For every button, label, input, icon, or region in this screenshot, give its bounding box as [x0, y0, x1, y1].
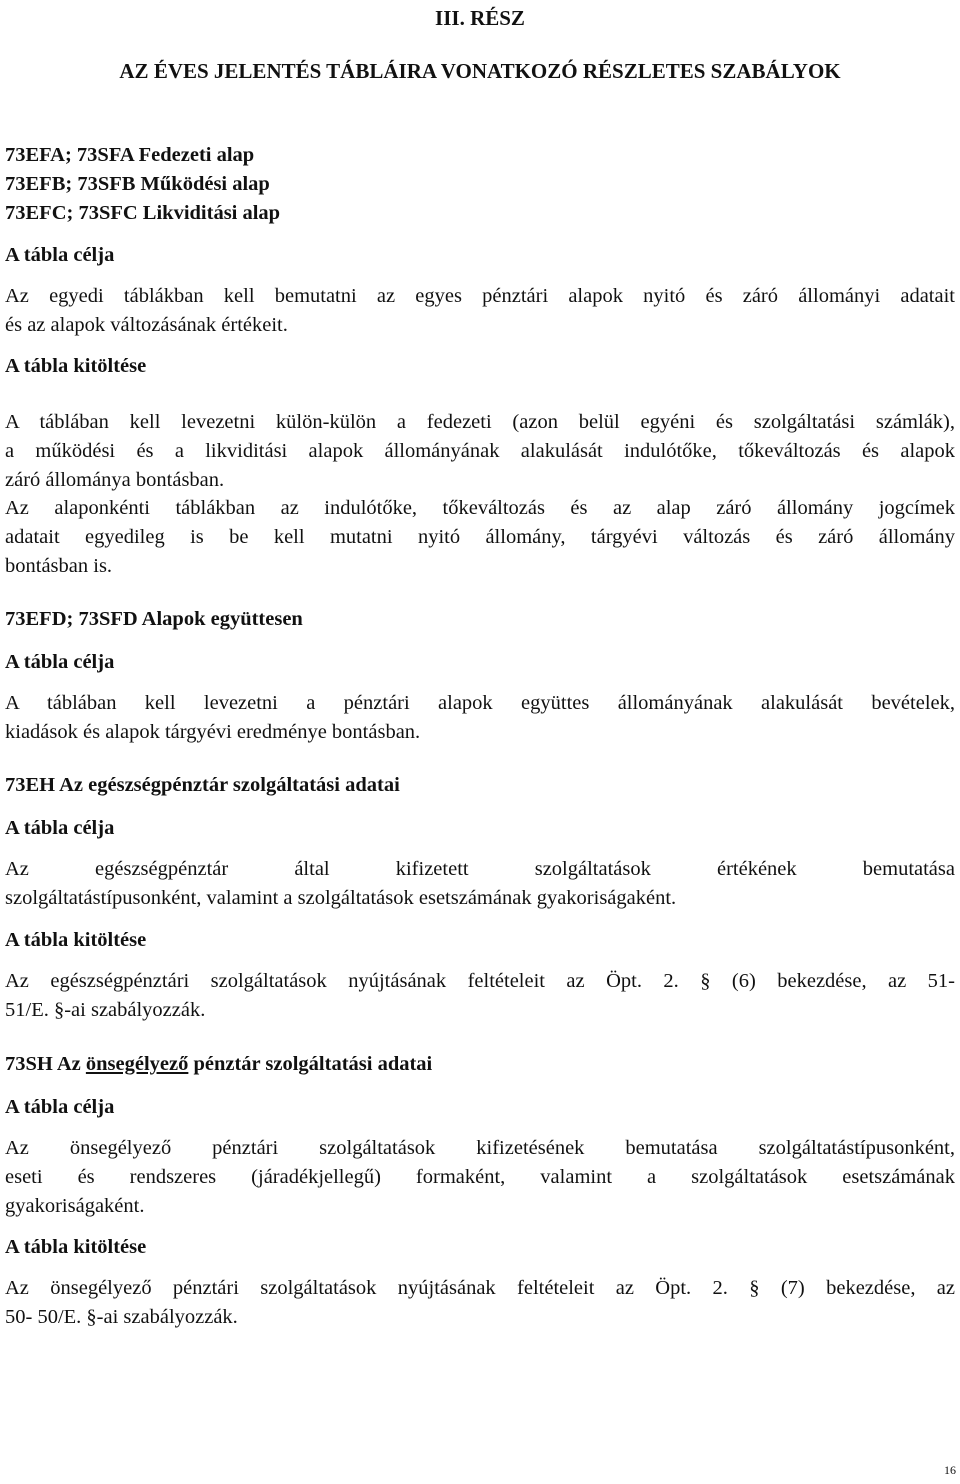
paragraph-line: és az alapok változásának értékeit.	[5, 314, 288, 336]
section3-purpose-heading: A tábla célja	[5, 817, 115, 839]
section2-purpose-heading: A tábla célja	[5, 651, 115, 673]
section1-fill-paragraph-2	[5, 494, 955, 581]
paragraph-line: Az egyedi táblákban kell bemutatni az egyes pénztári alapok nyitó és záró állományi adatait	[5, 285, 955, 307]
section4-fill-text	[5, 1274, 955, 1332]
section1-purpose-heading: A tábla célja	[5, 244, 115, 266]
paragraph-line: bontásban is.	[5, 555, 113, 577]
page-number: 16	[944, 1463, 956, 1477]
paragraph-line: A táblában kell levezetni külön-külön a fedezeti (azon belül egyéni és szolgáltatási számlák),	[5, 411, 955, 433]
heading-part: 73SH Az	[5, 1053, 86, 1075]
section2-purpose-text	[5, 689, 955, 747]
section4-fill-heading: A tábla kitöltése	[5, 1236, 147, 1258]
paragraph-line: 50- 50/E. §-ai szabályozzák.	[5, 1306, 238, 1328]
paragraph-line: Az önsegélyező pénztári szolgáltatások kifizetésének bemutatása szolgáltatástípusonként,	[5, 1137, 955, 1159]
paragraph-line: Az egészségpénztári szolgáltatások nyújtásának feltételeit az Öpt. 2. § (6) bekezdése, az 51-	[5, 970, 955, 992]
paragraph-line: kiadások és alapok tárgyévi eredménye bontásban.	[5, 721, 421, 743]
section3-fill-text	[5, 967, 955, 1025]
main-title: AZ ÉVES JELENTÉS TÁBLÁIRA VONATKOZÓ RÉSZLETES SZABÁLYOK	[119, 59, 841, 83]
paragraph-line: eseti és rendszeres (járadékjellegű) formaként, valamint a szolgáltatások esetszámának	[5, 1166, 955, 1188]
section3-fill-heading: A tábla kitöltése	[5, 929, 147, 951]
section4-heading	[5, 1050, 955, 1079]
section-heading: 73EFB; 73SFB Működési alap	[5, 173, 270, 195]
section3-heading: 73EH Az egészségpénztár szolgáltatási adatai	[5, 774, 400, 796]
paragraph-line: szolgáltatástípusonként, valamint a szolgáltatások esetszámának gyakoriságaként.	[5, 887, 677, 909]
paragraph-line: A táblában kell levezetni a pénztári alapok együttes állományának alakulását bevételek,	[5, 692, 955, 714]
paragraph-line: Az alaponkénti táblákban az indulótőke, tőkeváltozás és az alap záró állomány jogcímek	[5, 497, 955, 519]
paragraph-line: Az önsegélyező pénztári szolgáltatások nyújtásának feltételeit az Öpt. 2. § (7) bekezdése, az	[5, 1277, 955, 1299]
section-heading: 73EFA; 73SFA Fedezeti alap	[5, 144, 255, 166]
paragraph-line: gyakoriságaként.	[5, 1195, 145, 1217]
section4-purpose-text	[5, 1134, 955, 1221]
paragraph-line: a működési és a likviditási alapok állományának alakulását indulótőke, tőkeváltozás és alapok	[5, 440, 955, 462]
section1-fill-heading: A tábla kitöltése	[5, 355, 147, 377]
section1-fill-paragraph-1	[5, 408, 955, 495]
heading-part-underlined: önsegélyező	[85, 1053, 189, 1075]
section3-purpose-text	[5, 855, 955, 913]
paragraph-line: adatait egyedileg is be kell mutatni nyitó állomány, tárgyévi változás és záró állomány	[5, 526, 955, 548]
section4-purpose-heading: A tábla célja	[5, 1096, 115, 1118]
section1-purpose-text	[5, 282, 955, 340]
section-heading: 73EFC; 73SFC Likviditási alap	[5, 202, 281, 224]
part-title: III. RÉSZ	[435, 6, 525, 30]
heading-part: pénztár szolgáltatási adatai	[188, 1053, 433, 1075]
paragraph-line: Az egészségpénztár által kifizetett szolgáltatások értékének bemutatása	[5, 858, 955, 880]
section2-heading: 73EFD; 73SFD Alapok együttesen	[5, 608, 303, 630]
paragraph-line: záró állománya bontásban.	[5, 469, 225, 491]
section1-headings	[5, 141, 955, 228]
paragraph-line: 51/E. §-ai szabályozzák.	[5, 999, 206, 1021]
